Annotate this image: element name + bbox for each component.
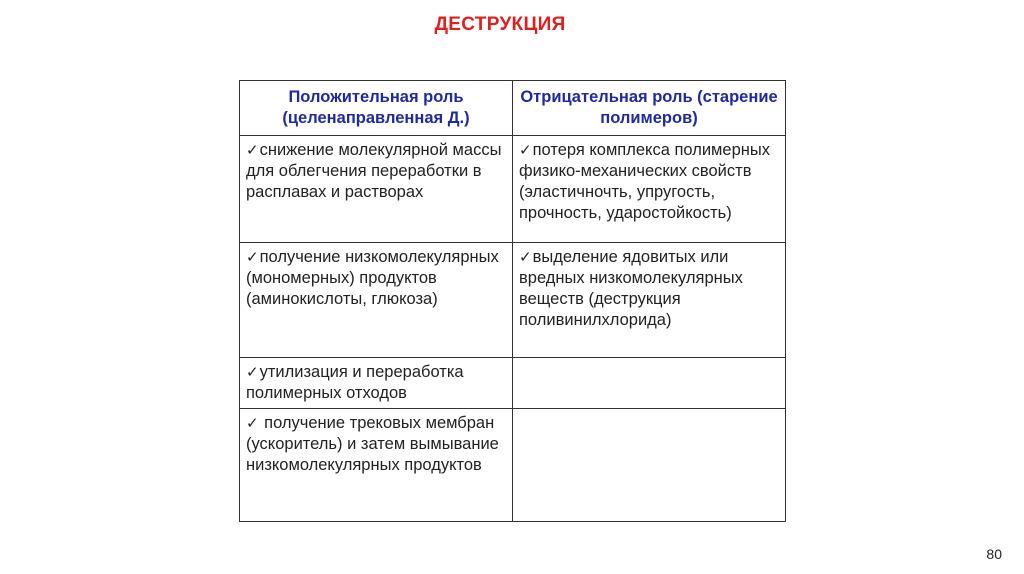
cell-negative-empty bbox=[513, 409, 786, 522]
slide-title: ДЕСТРУКЦИЯ bbox=[434, 14, 566, 35]
cell-text: получение трековых мембран (ускоритель) и затем вымывание низкомолекулярных продуктов bbox=[246, 414, 499, 474]
table-header-row bbox=[240, 81, 786, 136]
cell-negative-empty bbox=[513, 358, 786, 409]
cell-negative bbox=[513, 243, 786, 358]
cell-positive bbox=[240, 243, 513, 358]
check-icon: ✓ bbox=[246, 142, 259, 159]
table-row bbox=[240, 358, 786, 409]
check-icon: ✓ bbox=[246, 415, 259, 432]
cell-positive bbox=[240, 409, 513, 522]
check-icon: ✓ bbox=[246, 249, 259, 266]
roles-table bbox=[239, 80, 786, 522]
cell-positive bbox=[240, 358, 513, 409]
cell-text: получение низкомолекулярных (мономерных) продуктов (аминокислоты, глюкоза) bbox=[246, 248, 499, 308]
table-row bbox=[240, 243, 786, 358]
check-icon: ✓ bbox=[519, 142, 532, 159]
table-row bbox=[240, 136, 786, 243]
check-icon: ✓ bbox=[519, 249, 532, 266]
header-positive-role: Положительная роль (целенаправленная Д.) bbox=[240, 81, 513, 136]
cell-text: выделение ядовитых или вредных низкомолекулярных веществ (деструкция поливинилхлорида) bbox=[519, 248, 743, 329]
page-number: 80 bbox=[986, 546, 1002, 562]
cell-text: утилизация и переработка полимерных отходов bbox=[246, 363, 464, 402]
cell-positive bbox=[240, 136, 513, 243]
table-row bbox=[240, 409, 786, 522]
cell-text: потеря комплекса полимерных физико-механических свойств (эластичночть, упругость, прочность, ударостойкость) bbox=[519, 141, 770, 222]
header-negative-role: Отрицательная роль (старение полимеров) bbox=[513, 81, 786, 136]
check-icon: ✓ bbox=[246, 364, 259, 381]
cell-text: снижение молекулярной массы для облегчения переработки в расплавах и растворах bbox=[246, 141, 502, 201]
cell-negative bbox=[513, 136, 786, 243]
